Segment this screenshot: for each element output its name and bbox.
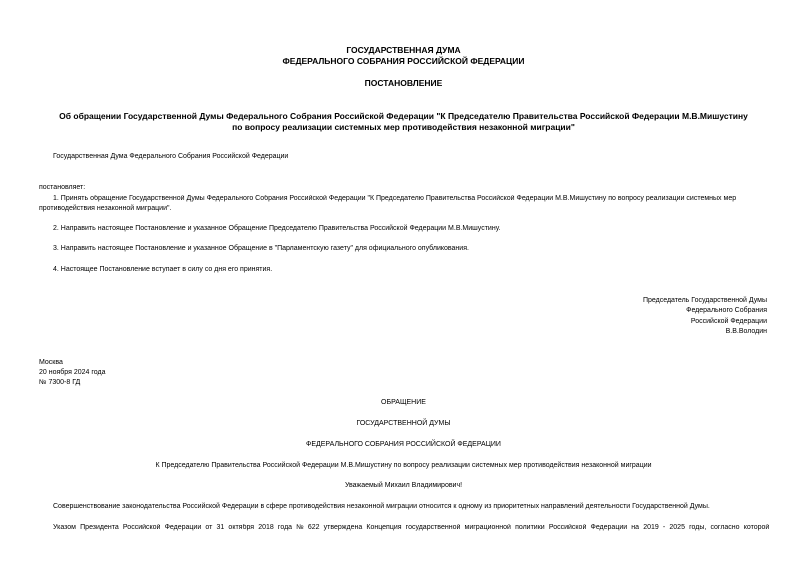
item-2: 2. Направить настоящее Постановление и указанное Обращение Председателю Правительства Российской Федерации М.В.Мишустину. xyxy=(53,225,501,232)
item-4: 4. Настоящее Постановление вступает в силу со дня его принятия. xyxy=(53,266,273,273)
appeal-paragraph-1: Совершенствование законодательства Российской Федерации в сфере противодействия незаконной миграции относится к одному из приоритетных направлений деятельности Государственной Думы. xyxy=(53,503,710,510)
appeal-subject: К Председателю Правительства Российской Федерации М.В.Мишустину по вопросу реализации системных мер противодействия незаконной миграции xyxy=(155,462,652,469)
resolves-text: постановляет: xyxy=(39,184,86,191)
item-1-line2: противодействия незаконной миграции". xyxy=(39,205,172,212)
appeal-org-line2: ФЕДЕРАЛЬНОГО СОБРАНИЯ РОССИЙСКОЙ ФЕДЕРАЦИИ xyxy=(306,441,501,448)
appeal-salutation: Уважаемый Михаил Владимирович! xyxy=(344,482,463,489)
signature-position-line3: Российской Федерации xyxy=(690,318,767,325)
org-name-line2: ФЕДЕРАЛЬНОГО СОБРАНИЯ РОССИЙСКОЙ ФЕДЕРАЦИИ xyxy=(282,56,525,66)
signature-position-line1: Председатель Государственной Думы xyxy=(642,297,767,304)
signature-position-line2: Федерального Собрания xyxy=(686,307,767,314)
appeal-heading: ОБРАЩЕНИЕ xyxy=(381,399,426,406)
doc-type: ПОСТАНОВЛЕНИЕ xyxy=(364,78,443,88)
document-title-line1: Об обращении Государственной Думы Федерального Собрания Российской Федерации "К Председателю Правительства Российской Федерации М.В.Мишустину xyxy=(59,111,748,121)
item-3: 3. Направить настоящее Постановление и указанное Обращение в "Парламентскую газету" для официального опубликования. xyxy=(53,245,469,252)
adoption-date: 20 ноября 2024 года xyxy=(39,369,106,376)
document-number: № 7300-8 ГД xyxy=(39,379,81,386)
city: Москва xyxy=(39,359,63,366)
item-1-line1: 1. Принять обращение Государственной Думы Федерального Собрания Российской Федерации "К Председателю Правительства Российской Федерации М.В.Мишустину по вопросу реализации системных мер xyxy=(53,195,737,202)
org-name-line1: ГОСУДАРСТВЕННАЯ ДУМА xyxy=(346,45,461,55)
document-title-line2: по вопросу реализации системных мер противодействия незаконной миграции" xyxy=(232,122,575,132)
intro-text: Государственная Дума Федерального Собрания Российской Федерации xyxy=(53,153,289,160)
appeal-paragraph-2: Указом Президента Российской Федерации от 31 октября 2018 года № 622 утверждена Концепция государственной миграционной политики Российской Федерации на 2019 - 2025 годы, согласно которой xyxy=(53,524,769,531)
appeal-org-line1: ГОСУДАРСТВЕННОЙ ДУМЫ xyxy=(356,420,451,427)
signatory-name: В.В.Володин xyxy=(725,328,767,335)
